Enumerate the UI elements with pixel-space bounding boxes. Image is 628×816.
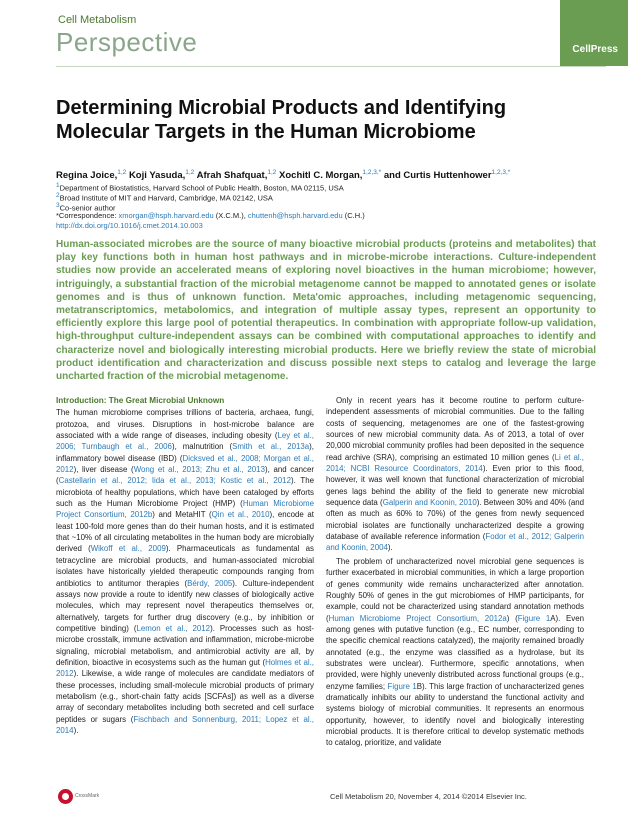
paragraph [56,407,314,736]
text-run: ), inflammatory bowel disease (IBD) ( [56,442,314,463]
citation-link[interactable]: Holmes et al., 2012 [56,657,314,679]
text-run: Only in recent years has it become routine to perform culture-independent assessments of microbial communities. Due to the falling costs of sequencing, metagenomes are one of the fastest-growing sources of new microbial community data. As of 2013, a total of over 20,000 microbial community profiles had been deposited in the sequence read archive (SRA), comprising an estimated 10 million genes ( [326,396,584,462]
affiliation: $^1$Department of Biostatistics, Harvard School of Public Health, Boston, MA 02115, USA [56,182,344,193]
citation-link[interactable]: Fodor et al., 2012; Galperin and Koonin, 2004 [326,532,585,553]
text-run: ). Likewise, a wide range of molecules are candidate mediators of these processes, including small-molecule microbial products of primary metabolism (e.g., short-chain fatty acids [SCFAs]) as well as a diverse array of secondary metabolites including both secreted and cell surface peptides or sugars ( [56,669,314,724]
text-run: ). Culture-independent assays now provide a route to identify new classes of biologically active molecules, which may represent novel therapeutics themselves or, alternatively, targets for further drug discovery (e.g., by inhibition or competitive binding) ( [56,578,314,633]
text-run: ), liver disease ( [73,465,134,475]
affiliation: $^3$Co-senior author [56,202,116,213]
body-column-left [56,395,314,736]
text-run: ). [387,543,393,553]
correspondence: *Correspondence: xmorgan@hsph.harvard.edu (X.C.M.), chuttenh@hsph.harvard.edu (C.H.) [56,211,365,220]
paragraph [326,556,584,749]
citation-link[interactable]: Fischbach and Sonnenburg, 2011; Lopez et al., 2014 [56,714,314,735]
author[interactable]: Regina Joice,$^{1,2}$ [56,169,127,182]
citation-link[interactable]: Dicksved et al., 2008; Morgan et al., 2012 [56,453,314,475]
citation-link[interactable]: Wikoff et al., 2009 [90,544,166,554]
crossmark-badge[interactable] [58,788,100,806]
affiliation: $^2$Broad Institute of MIT and Harvard, Cambridge, MA 02142, USA [56,192,273,203]
author-list [56,169,510,181]
citation-link[interactable]: Ley et al., 2006; Turnbaugh et al., 2006 [56,431,314,452]
email-link[interactable]: xmorgan@hsph.harvard.edu [118,211,214,220]
author[interactable]: Afrah Shafquat,$^{1,2}$ [196,169,277,182]
publisher-logo [560,0,628,66]
email-link[interactable]: chuttenh@hsph.harvard.edu [247,211,343,220]
article-title [56,96,576,144]
text-run: ). Even prior to this flood, however, it was well known that functional characterization of microbial genes lags behind the ability of the field to generate new microbial sequence data ( [326,464,584,508]
text-run: ). Between 30% and 40% (and often as much as 60% to 70%) of the genes from newly sequenced microbial isolates are functionally uncharacterized despite a growing database of available reference information ( [326,498,584,542]
text-run: ). [73,725,79,735]
text-run: The human microbiome comprises trillions of bacteria, archaea, fungi, protozoa, and viruses. Disruptions in host-microbe balance are associated with a wide range of diseases, including obesity ( [56,408,314,441]
citation-link[interactable]: Figure 1 [517,613,551,623]
text-run: ). Pharmaceuticals as fundamental as tetracycline are microbial products, and human-associated microbial isolates have historically yielded therapeutic compounds ranging from antibiotics to antitumor therapies ( [56,544,315,588]
crossmark-icon [58,789,73,804]
publisher-logo-text: CellPress [572,44,618,55]
text-run: B). This large fraction of uncharacterized genes dramatically inhibits our ability to understand the functional activity and systems biology of microbial communities. It represents an enormous opportunity, however, to identify novel and biologically interesting microbial products. It is therefore critical to develop systematic methods to catalog, prioritize, and validate [326,681,584,748]
text-run: ). The microbiota of healthy populations, which have been cataloged by efforts such as the Human Microbiome Project (HMP) ( [56,476,314,509]
citation-link[interactable]: Qin et al., 2010 [211,510,270,520]
journal-name: Cell Metabolism [58,14,137,26]
text-run: ). Processes such as host-microbe crosstalk, immune activation and inflammation, microbe-microbe signaling, microbial metabolism, and antimicrobial activity are all, by definition, bioactive in ecosystems such as the human gut ( [56,623,314,667]
author[interactable]: Xochitl C. Morgan,$^{1,2,3,*}$ [279,169,382,182]
section-heading: Introduction: The Great Microbial Unknown [56,396,225,405]
citation-link[interactable]: Li et al., 2014; NCBI Resource Coordinators, 2014 [326,452,584,474]
text-run: ) and MetaHIT ( [152,510,212,520]
citation-link[interactable]: Smith et al., 2013a [232,442,310,452]
citation-link[interactable]: Galperin and Koonin, 2010 [382,498,477,508]
citation-link[interactable]: Figure 1 [387,681,417,691]
citation-link[interactable]: Human Microbiome Project Consortium, 2012a [328,613,507,623]
author[interactable]: Koji Yasuda,$^{1,2}$ [128,169,195,182]
citation-link[interactable]: Castellarin et al., 2012; Iida et al., 2013; Kostic et al., 2012 [58,476,291,486]
article-title-line-2: Molecular Targets in the Human Microbiome [56,121,476,143]
citation-link[interactable]: Bérdy, 2005 [187,578,233,588]
citation-link[interactable]: Lemon et al., 2012 [136,623,211,633]
text-run: ) ( [506,613,518,623]
text-run: ), and cancer ( [56,465,314,486]
doi-link[interactable]: http://dx.doi.org/10.1016/j.cmet.2014.10.003 [56,221,203,230]
section-title: Perspective [56,27,198,57]
citation-link[interactable]: Human Microbiome Project Consortium, 2012b [56,499,314,520]
article-title-line-1: Determining Microbial Products and Identifying [56,97,507,119]
citation-link[interactable]: Wong et al., 2013; Zhu et al., 2013 [133,465,265,475]
author[interactable]: and Curtis Huttenhower$^{1,2,3,*}$ [383,169,511,182]
text-run: ), encode at least 100-fold more genes than do their human hosts, and it is estimated that ~10% of all circulating metabolites in the human body are microbially derived ( [56,510,314,554]
paragraph [326,395,584,554]
body-column-right [326,395,584,749]
header-divider [56,66,606,67]
crossmark-label: CrossMark [75,793,100,799]
page-footer: Cell Metabolism 20, November 4, 2014 ©2014 Elsevier Inc. [330,792,527,801]
text-run: ), malnutrition ( [171,442,233,452]
text-run: The problem of uncharacterized novel microbial gene sequences is further exacerbated in microbial communities, in which a large proportion of genes community wide remains uncharacterized after annotation. Roughly 50% of genes in the gut microbiomes of HMP participants, for example, could not be characterized using standard annotation methods ( [326,556,584,623]
text-run: A). Even among genes with putative function (e.g., EC number, corresponding to the specific chemical reactions catalyzed), the majority remained broadly annotated (e.g., the enzyme was classified as a hydrolase, but its substrates were unclear). Furthermore, specific annotations, when provided, were highly unevenly distributed across functional groups (e.g., enzyme families; [326,613,585,691]
abstract: Human-associated microbes are the source of many bioactive microbial products (proteins and metabolites) that play key functions both in human host pathways and in microbe-microbe interactions. Culture-independent studies now provide an accelerated means of exploring novel bioactives in the human microbiome; however, intriguingly, a substantial fraction of the microbial metagenome cannot be mapped to annotated genes or isolate genomes and is thus of unknown function. Meta'omic approaches, including metagenomic sequencing, metatranscriptomics, metabolomics, and integration of multiple assay types, represent an opportunity to efficiently explore this large pool of potential therapeutics. In combination with appropriate follow-up validation, high-throughput culture-independent assays can be combined with computational approaches to identify and characterize novel and biologically interesting microbial products. Here we briefly review the state of microbial product identification and characterization and discuss possible next steps to catalog and leverage the large uncharted fraction of the microbial metagenome. [56,239,596,383]
